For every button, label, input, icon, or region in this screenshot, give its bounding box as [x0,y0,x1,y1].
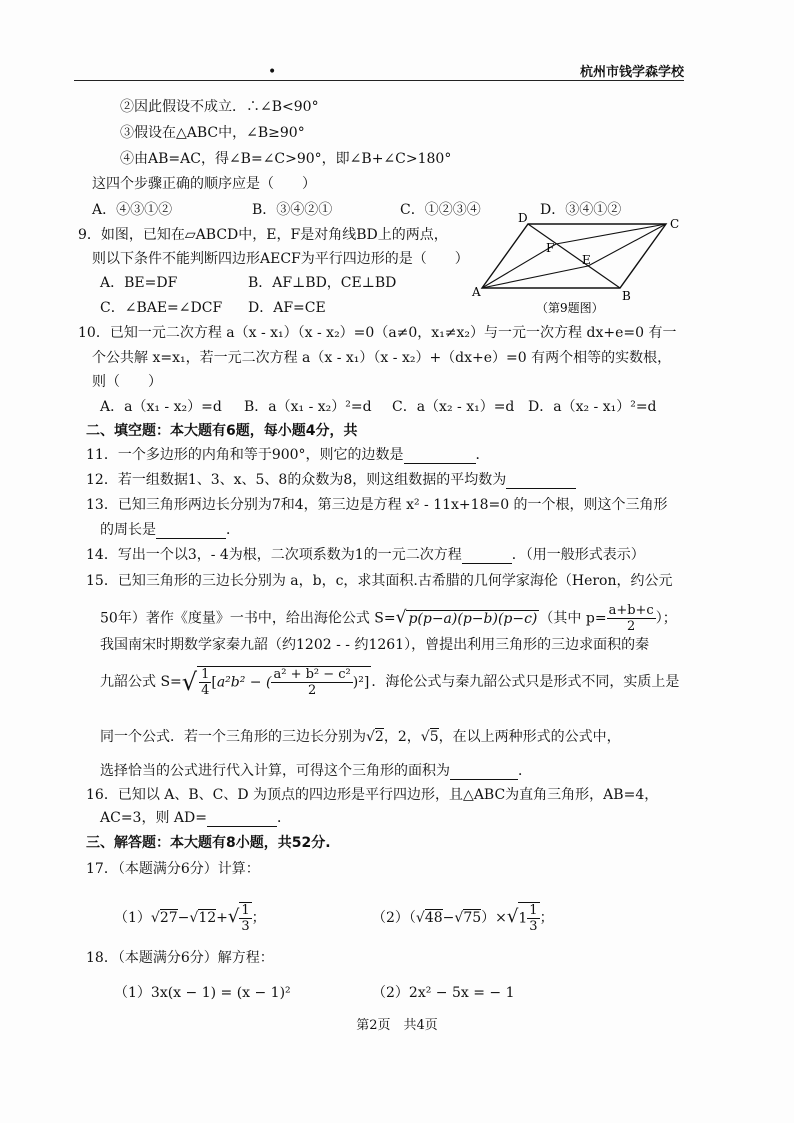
q17-p1-plus: + [216,910,228,926]
q8-option-d: D．③④①② [540,202,622,218]
q17-p2-close: ）× [481,910,507,926]
sqrt-sign: √ [181,668,198,696]
label-c: C [670,217,680,231]
q12-text: 12．若一组数据1、3、x、5、8的众数为8，则这组数据的平均数为 [86,472,507,488]
q15-line-5b: ，在以上两种形式的公式中， [438,729,621,745]
q18-part-1: （1）3x(x − 1) = (x − 1)² [114,985,291,1001]
school-name: 杭州市钱学森学校 [580,65,685,80]
q8-step2: ②因此假设不成立．∴∠B<90° [120,99,319,115]
label-e: E [582,253,591,267]
q17-part-1: （1）√27−√12+√ $\frac{1}{3}$ ； [114,903,266,934]
segment-ce [588,224,666,266]
q17-p2-end: ； [539,910,554,926]
q12-answer-blank[interactable] [506,472,576,489]
header-dot: • [268,64,277,80]
q17-root-27: 27 [159,910,178,926]
q9-option-b: B．AF⊥BD，CE⊥BD [248,275,397,291]
q15-answer-blank[interactable] [450,763,518,780]
segment-af [482,244,556,288]
figure-caption: （第9题图） [536,301,604,315]
side-sep: ，2， [383,729,421,745]
q15-line-3: 我国南宋时期数学家秦九韶（约1202 - - 约1261），曾提出利用三角形的三边求面积的秦 [100,637,650,653]
q13-line-1: 13．已知三角形两边长分别为7和4，第三边是方程 x² - 11x+18=0 的一个根，则这个三角形 [86,497,668,513]
q8-step4: ④由AB=AC，得∠B=∠C>90°，即∠B+∠C>180° [120,151,452,167]
q17-p2-num: 1 [529,903,538,918]
q17-p2-label: （2）（ [372,910,416,926]
q17-p2-radicand [518,902,539,934]
q12 [86,469,576,489]
q17-p1-minus: − [177,910,190,926]
q10-option-b: B．a（x₁ - x₂）²=d [244,399,372,415]
q14 [86,544,645,564]
q14-answer-blank[interactable] [462,547,512,564]
q17-p1-end: ； [251,910,266,926]
inner-numerator: a² + b² − c² [273,667,351,682]
q10-option-a: A．a（x₁ - x₂）=d [100,399,222,415]
q16-tail: ． [276,810,291,826]
side-root-2: 5 [429,729,439,745]
q16-line-2 [100,807,291,827]
q17-p2-whole: 1 [518,910,528,927]
q15-line-2 [100,603,677,634]
q17-p1-label: （1） [114,910,151,926]
q17-part-2: （2）（√48−√75）×√1 $\frac{1}{3}$ ； [372,903,554,934]
q17-p2-minus: − [442,910,455,926]
section-3-title: 三、解答题：本大题有8小题，共52分. [86,835,331,851]
segment-ae [482,266,588,288]
qin-radicand: $\frac{1}{4}$ [a²b² − ( $\frac{\text{a² + b² − c²}}{2}$ )²] [197,666,371,698]
q15-line-2a: 50年）著作《度量》一书中，给出海伦公式 S= [100,610,396,627]
label-f: F [546,241,555,255]
inner-fraction [271,667,352,698]
q17-stem: 17．（本题满分6分）计算： [86,861,260,877]
q10-option-c: C．a（x₂ - x₁）=d [392,399,515,415]
q8-option-c: C．①②③④ [400,202,481,218]
label-a: A [472,285,481,299]
q17-root-75: 75 [463,910,482,926]
page-footer: 第2页 共4页 [356,1018,438,1033]
p-fraction [607,603,656,634]
q15-line-1: 15．已知三角形的三边长分别为 a，b，c，求其面积.古希腊的几何学家海伦（Heron，约公元 [86,573,673,589]
q15-text: 选择恰当的公式进行代入计算，可得这个三角形的面积为 [100,763,450,779]
q15-line-5: 同一个公式．若一个三角形的三边长分别为√2，2，√5，在以上两种形式的公式中， [100,729,621,745]
q16-answer-blank[interactable] [207,810,277,827]
q8-stem: 这四个步骤正确的顺序应是（ ） [92,176,316,192]
q9-option-d: D．AF=CE [248,300,326,316]
q13-line-2 [100,519,240,539]
q8-step3: ③假设在△ABC中，∠B≥90° [120,125,305,141]
q17-root-12: 12 [198,910,217,926]
q17-p1-fraction [239,902,251,934]
q10-line-1: 10．已知一元二次方程 a（x - x₁）（x - x₂）=0（a≠0，x₁≠x₂）与一元一次方程 dx+e=0 有一 [78,325,677,341]
q15-line-4 [100,666,679,698]
q8-option-b: B．③④②① [252,202,333,218]
heron-radicand: p(p−a)(p−b)(p−c) [408,610,538,627]
inner-denominator: 2 [307,683,317,698]
q14-text: 14．写出一个以3，- 4为根，二次项系数为1的一元二次方程 [86,547,462,563]
label-b: B [622,289,631,303]
q17-p2-den: 3 [529,919,538,934]
q15-line-6 [100,760,532,780]
q9-stem-1: 9．如图，已知在▱ABCD中，E，F是对角线BD上的两点， [78,227,448,243]
q9-stem-2: 则以下条件不能判断四边形AECF为平行四边形的是（ ） [92,251,469,267]
qin-part-2: )² [352,674,364,691]
q9-option-a: A．BE=DF [100,275,178,291]
p-numerator: a+b+c [608,603,654,618]
q10-line-2: 个公共解 x=x₁，若一元二次方程 a（x - x₁）（x - x₂）+（dx+e）=0 有两个相等的实数根， [92,350,672,366]
q17-p1-den: 3 [241,919,250,934]
q15-line-2c: ）； [655,610,677,627]
side-root-1: 2 [374,729,384,745]
quarter-fraction [199,667,211,698]
q9-option-c: C．∠BAE=∠DCF [100,300,223,316]
p-denominator: 2 [626,619,636,634]
q11-text: 11．一个多边形的内角和等于900°，则它的边数是 [86,447,404,463]
q10-option-d: D．a（x₂ - x₁）²=d [528,399,657,415]
q18-stem: 18．（本题满分6分）解方程： [86,950,274,966]
q15-line-2b: （其中 p= [539,610,607,627]
q11 [86,444,490,464]
qin-part-1: a²b² − ( [216,674,272,691]
segment-cf [556,224,666,244]
q9-parallelogram-figure [470,210,690,320]
q10-line-3: 则（ ） [92,374,162,390]
q13-text: 的周长是 [100,522,156,538]
q17-p2-fraction [527,903,539,934]
q18-part-2: （2）2x² − 5x = − 1 [372,985,515,1001]
q15-line-5a: 同一个公式．若一个三角形的三边长分别为 [100,729,366,745]
q15-line-4a: 九韶公式 S= [100,674,182,690]
header-rule [74,80,684,81]
quarter-numerator: 1 [201,667,210,682]
q13-tail: ． [226,522,240,538]
q15-tail: ． [518,763,532,779]
label-d: D [518,211,528,225]
sqrt-sign: √ [227,906,240,927]
q15-line-4b: ．海伦公式与秦九韶公式只是形式不同，实质上是 [371,674,680,690]
q16-line-1: 16．已知以 A、B、C、D 为顶点的四边形是平行四边形，且△ABC为直角三角形，AB=4， [86,787,659,803]
q11-tail: ． [475,447,490,463]
q13-answer-blank[interactable] [156,522,226,539]
q11-answer-blank[interactable] [404,447,476,464]
q14-tail: ．（用一般形式表示） [511,547,645,563]
q17-p1-num: 1 [241,903,250,918]
section-2-title: 二、填空题：本大题有6题，每小题4分，共 [86,423,358,439]
q16-text: AC=3，则 AD= [100,810,207,826]
sqrt-sign: √ [395,607,407,628]
q8-option-a: A．④③①② [92,202,173,218]
q17-root-48: 48 [424,910,443,926]
quarter-denominator: 4 [201,683,210,698]
sqrt-sign: √ [506,906,519,927]
